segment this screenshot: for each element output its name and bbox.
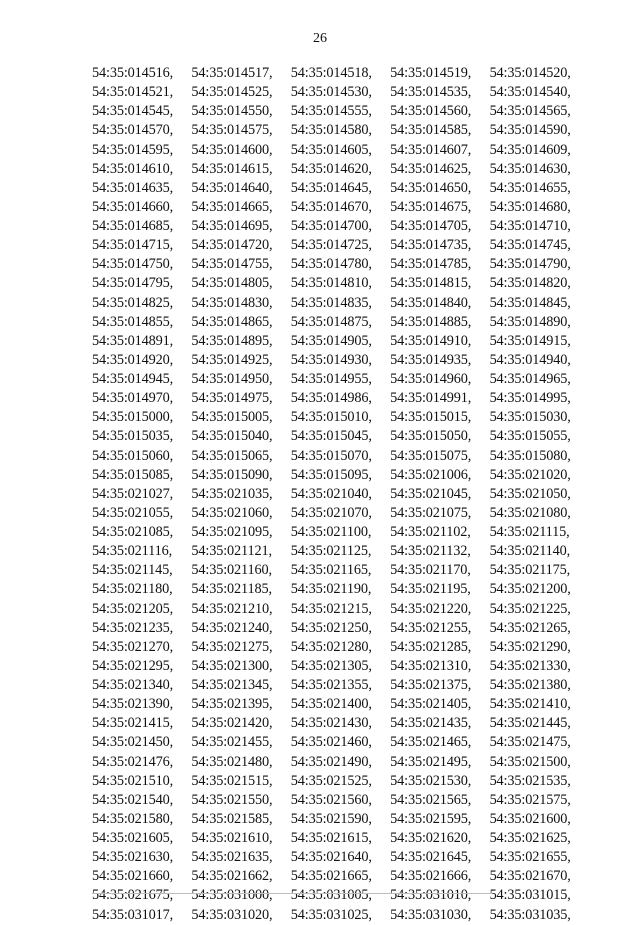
cadastral-number: 54:35:015010,	[290, 409, 372, 426]
cadastral-number: 54:35:014610,	[92, 160, 174, 177]
list-row	[92, 772, 592, 791]
cadastral-number: 54:35:014685,	[92, 218, 174, 235]
cadastral-number: 54:35:014720,	[191, 237, 273, 254]
cadastral-number: 54:35:014825,	[92, 294, 174, 311]
scan-edge-line	[92, 893, 492, 894]
list-row	[92, 714, 592, 733]
cadastral-number: 54:35:014780,	[290, 256, 372, 273]
cadastral-number: 54:35:021610,	[191, 830, 273, 847]
cadastral-number: 54:35:014695,	[191, 218, 273, 235]
cadastral-number: 54:35:021170,	[390, 562, 471, 579]
list-row	[92, 619, 592, 638]
cadastral-number: 54:35:014670,	[290, 198, 372, 215]
cadastral-number: 54:35:031015,	[489, 887, 571, 904]
cadastral-number: 54:35:021295,	[92, 657, 174, 674]
cadastral-number: 54:35:014655,	[489, 179, 571, 196]
list-row	[92, 351, 592, 370]
cadastral-number: 54:35:021225,	[489, 600, 571, 617]
cadastral-number: 54:35:015055,	[489, 428, 571, 445]
cadastral-number: 54:35:015085,	[92, 466, 174, 483]
cadastral-number: 54:35:021480,	[191, 753, 273, 770]
list-row	[92, 580, 592, 599]
cadastral-number: 54:35:014620,	[290, 160, 372, 177]
cadastral-number: 54:35:021585,	[191, 810, 273, 827]
cadastral-number: 54:35:021530,	[390, 772, 472, 789]
cadastral-number: 54:35:014970,	[92, 390, 174, 407]
list-row	[92, 810, 592, 829]
list-row	[92, 294, 592, 313]
cadastral-number: 54:35:021240,	[191, 619, 273, 636]
cadastral-number: 54:35:014525,	[191, 84, 273, 101]
cadastral-number: 54:35:021280,	[290, 638, 372, 655]
cadastral-number: 54:35:021140,	[489, 543, 571, 560]
cadastral-number: 54:35:021615,	[290, 830, 372, 847]
list-row	[92, 255, 592, 274]
cadastral-number: 54:35:021300,	[191, 657, 273, 674]
cadastral-number: 54:35:015035,	[92, 428, 174, 445]
cadastral-number: 54:35:021145,	[92, 562, 173, 579]
list-row	[92, 561, 592, 580]
cadastral-number: 54:35:015060,	[92, 447, 174, 464]
cadastral-number: 54:35:014521,	[92, 84, 174, 101]
cadastral-number: 54:35:014891,	[92, 332, 174, 349]
cadastral-number: 54:35:014915,	[489, 332, 571, 349]
cadastral-number: 54:35:021080,	[489, 504, 571, 521]
cadastral-number: 54:35:021420,	[191, 715, 273, 732]
cadastral-number: 54:35:021116,	[92, 543, 172, 560]
cadastral-number: 54:35:021665,	[290, 868, 372, 885]
cadastral-number: 54:35:014910,	[390, 332, 472, 349]
cadastral-number: 54:35:021390,	[92, 696, 174, 713]
cadastral-number: 54:35:021395,	[191, 696, 273, 713]
cadastral-number: 54:35:021635,	[191, 849, 273, 866]
list-row	[92, 102, 592, 121]
list-row	[92, 886, 592, 905]
cadastral-number: 54:35:021020,	[489, 466, 571, 483]
cadastral-number: 54:35:014615,	[191, 160, 273, 177]
cadastral-number: 54:35:015050,	[390, 428, 472, 445]
cadastral-number: 54:35:021375,	[390, 677, 472, 694]
cadastral-number: 54:35:014700,	[290, 218, 372, 235]
cadastral-number: 54:35:015045,	[290, 428, 372, 445]
list-row	[92, 236, 592, 255]
cadastral-number: 54:35:014600,	[191, 141, 273, 158]
cadastral-number: 54:35:014645,	[290, 179, 372, 196]
cadastral-number: 54:35:021590,	[290, 810, 372, 827]
cadastral-number: 54:35:021310,	[390, 657, 472, 674]
cadastral-number: 54:35:021662,	[191, 868, 273, 885]
cadastral-number: 54:35:021102,	[390, 524, 471, 541]
cadastral-number: 54:35:021075,	[390, 504, 472, 521]
cadastral-number: 54:35:015015,	[390, 409, 472, 426]
cadastral-number: 54:35:015065,	[191, 447, 273, 464]
cadastral-number: 54:35:014855,	[92, 313, 174, 330]
cadastral-number: 54:35:014920,	[92, 351, 174, 368]
cadastral-number: 54:35:014955,	[290, 371, 372, 388]
cadastral-number: 54:35:014815,	[390, 275, 472, 292]
list-row	[92, 408, 592, 427]
list-row	[92, 160, 592, 179]
cadastral-number: 54:35:015070,	[290, 447, 372, 464]
list-row	[92, 83, 592, 102]
cadastral-number: 54:35:014885,	[390, 313, 472, 330]
list-row	[92, 542, 592, 561]
cadastral-number: 54:35:014580,	[290, 122, 372, 139]
list-row	[92, 733, 592, 752]
cadastral-number: 54:35:014810,	[290, 275, 372, 292]
cadastral-number: 54:35:014890,	[489, 313, 571, 330]
cadastral-number: 54:35:014975,	[191, 390, 273, 407]
cadastral-number: 54:35:014595,	[92, 141, 174, 158]
list-row	[92, 638, 592, 657]
list-row	[92, 427, 592, 446]
cadastral-number: 54:35:014940,	[489, 351, 571, 368]
cadastral-number: 54:35:021205,	[92, 600, 174, 617]
cadastral-number: 54:35:021006,	[390, 466, 472, 483]
cadastral-number: 54:35:021045,	[390, 485, 472, 502]
cadastral-number: 54:35:021495,	[390, 753, 472, 770]
cadastral-number: 54:35:014640,	[191, 179, 273, 196]
cadastral-number: 54:35:014845,	[489, 294, 571, 311]
cadastral-number: 54:35:021235,	[92, 619, 174, 636]
cadastral-number: 54:35:014820,	[489, 275, 571, 292]
cadastral-number: 54:35:014565,	[489, 103, 571, 120]
cadastral-number: 54:35:021630,	[92, 849, 174, 866]
cadastral-number: 54:35:021200,	[489, 581, 571, 598]
cadastral-number: 54:35:014609,	[489, 141, 571, 158]
list-row	[92, 829, 592, 848]
cadastral-number: 54:35:021121,	[191, 543, 272, 560]
cadastral-number: 54:35:021450,	[92, 734, 174, 751]
cadastral-number: 54:35:021055,	[92, 504, 174, 521]
cadastral-number: 54:35:021640,	[290, 849, 372, 866]
cadastral-number: 54:35:014991,	[390, 390, 472, 407]
list-row	[92, 523, 592, 542]
cadastral-number: 54:35:014630,	[489, 160, 571, 177]
cadastral-number: 54:35:014665,	[191, 198, 273, 215]
list-row	[92, 753, 592, 772]
cadastral-number: 54:35:021132,	[390, 543, 471, 560]
list-row	[92, 600, 592, 619]
cadastral-number: 54:35:014650,	[390, 179, 472, 196]
list-row	[92, 121, 592, 140]
cadastral-number: 54:35:021540,	[92, 791, 174, 808]
cadastral-number: 54:35:031035,	[489, 906, 571, 923]
cadastral-number: 54:35:014607,	[390, 141, 472, 158]
cadastral-number: 54:35:014735,	[390, 237, 472, 254]
cadastral-number: 54:35:014715,	[92, 237, 174, 254]
list-row	[92, 867, 592, 886]
cadastral-number: 54:35:021050,	[489, 485, 571, 502]
list-row	[92, 141, 592, 160]
cadastral-number: 54:35:015030,	[489, 409, 571, 426]
cadastral-number: 54:35:014530,	[290, 84, 372, 101]
cadastral-number: 54:35:031020,	[191, 906, 273, 923]
cadastral-number: 54:35:014605,	[290, 141, 372, 158]
cadastral-number: 54:35:015095,	[290, 466, 372, 483]
cadastral-number: 54:35:014660,	[92, 198, 174, 215]
cadastral-number: 54:35:014905,	[290, 332, 372, 349]
list-row	[92, 657, 592, 676]
cadastral-number: 54:35:021535,	[489, 772, 571, 789]
cadastral-number: 54:35:021255,	[390, 619, 472, 636]
cadastral-number: 54:35:014555,	[290, 103, 372, 120]
cadastral-number: 54:35:021195,	[390, 581, 471, 598]
cadastral-number: 54:35:021575,	[489, 791, 571, 808]
list-row	[92, 848, 592, 867]
list-row	[92, 447, 592, 466]
list-row	[92, 64, 592, 83]
cadastral-number: 54:35:021655,	[489, 849, 571, 866]
cadastral-number: 54:35:021345,	[191, 677, 273, 694]
cadastral-number: 54:35:021165,	[290, 562, 372, 579]
cadastral-number: 54:35:014540,	[489, 84, 571, 101]
list-row	[92, 179, 592, 198]
cadastral-number: 54:35:021445,	[489, 715, 571, 732]
cadastral-number: 54:35:014570,	[92, 122, 174, 139]
cadastral-number: 54:35:021455,	[191, 734, 273, 751]
cadastral-number: 54:35:021285,	[390, 638, 472, 655]
cadastral-number: 54:35:014750,	[92, 256, 174, 273]
cadastral-number: 54:35:021070,	[290, 504, 372, 521]
cadastral-number: 54:35:021250,	[290, 619, 372, 636]
cadastral-number: 54:35:021670,	[489, 868, 571, 885]
cadastral-number: 54:35:021215,	[290, 600, 372, 617]
cadastral-number: 54:35:021645,	[390, 849, 472, 866]
cadastral-number: 54:35:014995,	[489, 390, 571, 407]
cadastral-number: 54:35:014805,	[191, 275, 273, 292]
cadastral-number: 54:35:021675,	[92, 887, 174, 904]
cadastral-number: 54:35:015040,	[191, 428, 273, 445]
cadastral-number: 54:35:014545,	[92, 103, 174, 120]
cadastral-number: 54:35:021095,	[191, 524, 273, 541]
cadastral-number: 54:35:031005,	[290, 887, 372, 904]
cadastral-number: 54:35:021125,	[290, 543, 372, 560]
cadastral-number: 54:35:014550,	[191, 103, 273, 120]
cadastral-number: 54:35:021270,	[92, 638, 174, 655]
cadastral-number: 54:35:021210,	[191, 600, 273, 617]
cadastral-number: 54:35:021565,	[390, 791, 472, 808]
cadastral-number: 54:35:014575,	[191, 122, 273, 139]
list-row	[92, 791, 592, 810]
cadastral-number: 54:35:021160,	[191, 562, 272, 579]
cadastral-number: 54:35:031017,	[92, 906, 174, 923]
list-row	[92, 906, 592, 925]
cadastral-number: 54:35:014745,	[489, 237, 571, 254]
cadastral-number: 54:35:014840,	[390, 294, 472, 311]
list-row	[92, 466, 592, 485]
cadastral-number: 54:35:014635,	[92, 179, 174, 196]
cadastral-number: 54:35:021035,	[191, 485, 273, 502]
cadastral-number: 54:35:021410,	[489, 696, 571, 713]
cadastral-number: 54:35:021515,	[191, 772, 273, 789]
cadastral-number: 54:35:021620,	[390, 830, 472, 847]
cadastral-number: 54:35:014965,	[489, 371, 571, 388]
cadastral-number: 54:35:014675,	[390, 198, 472, 215]
cadastral-number: 54:35:021085,	[92, 524, 174, 541]
cadastral-number: 54:35:021625,	[489, 830, 571, 847]
cadastral-number: 54:35:021185,	[191, 581, 272, 598]
cadastral-number: 54:35:021220,	[390, 600, 472, 617]
cadastral-number: 54:35:021550,	[191, 791, 273, 808]
cadastral-number: 54:35:014895,	[191, 332, 273, 349]
list-row	[92, 217, 592, 236]
cadastral-number: 54:35:021490,	[290, 753, 372, 770]
cadastral-number: 54:35:014950,	[191, 371, 273, 388]
page-number: 26	[313, 31, 327, 46]
cadastral-number: 54:35:031025,	[290, 906, 372, 923]
cadastral-number: 54:35:015000,	[92, 409, 174, 426]
cadastral-number: 54:35:021290,	[489, 638, 571, 655]
cadastral-number: 54:35:014790,	[489, 256, 571, 273]
cadastral-number: 54:35:014835,	[290, 294, 372, 311]
cadastral-number: 54:35:021460,	[290, 734, 372, 751]
cadastral-number: 54:35:021465,	[390, 734, 472, 751]
cadastral-number: 54:35:014625,	[390, 160, 472, 177]
cadastral-number: 54:35:014590,	[489, 122, 571, 139]
cadastral-number: 54:35:021500,	[489, 753, 571, 770]
cadastral-number: 54:35:014830,	[191, 294, 273, 311]
cadastral-number: 54:35:021340,	[92, 677, 174, 694]
cadastral-number: 54:35:015005,	[191, 409, 273, 426]
list-row	[92, 370, 592, 389]
cadastral-number: 54:35:031010,	[390, 887, 472, 904]
cadastral-number: 54:35:021475,	[489, 734, 571, 751]
cadastral-number: 54:35:014930,	[290, 351, 372, 368]
cadastral-number: 54:35:021330,	[489, 657, 571, 674]
cadastral-number: 54:35:021060,	[191, 504, 273, 521]
cadastral-number: 54:35:021525,	[290, 772, 372, 789]
cadastral-number: 54:35:014960,	[390, 371, 472, 388]
list-row	[92, 504, 592, 523]
cadastral-number: 54:35:021605,	[92, 830, 174, 847]
cadastral-number: 54:35:014935,	[390, 351, 472, 368]
cadastral-number: 54:35:014785,	[390, 256, 472, 273]
cadastral-number: 54:35:021180,	[92, 581, 173, 598]
cadastral-number: 54:35:021600,	[489, 810, 571, 827]
cadastral-number: 54:35:021510,	[92, 772, 174, 789]
cadastral-number: 54:35:014520,	[489, 65, 571, 82]
cadastral-number: 54:35:021660,	[92, 868, 174, 885]
cadastral-number: 54:35:014986,	[290, 390, 372, 407]
cadastral-number: 54:35:014725,	[290, 237, 372, 254]
cadastral-number: 54:35:014710,	[489, 218, 571, 235]
list-row	[92, 676, 592, 695]
cadastral-number: 54:35:014585,	[390, 122, 472, 139]
cadastral-number: 54:35:014680,	[489, 198, 571, 215]
cadastral-number: 54:35:014705,	[390, 218, 472, 235]
cadastral-number: 54:35:021595,	[390, 810, 472, 827]
cadastral-number: 54:35:014560,	[390, 103, 472, 120]
cadastral-number: 54:35:015075,	[390, 447, 472, 464]
cadastral-number: 54:35:015080,	[489, 447, 571, 464]
list-row	[92, 389, 592, 408]
cadastral-number: 54:35:014518,	[290, 65, 372, 82]
cadastral-number: 54:35:031000,	[191, 887, 273, 904]
cadastral-number: 54:35:021040,	[290, 485, 372, 502]
cadastral-number: 54:35:014535,	[390, 84, 472, 101]
cadastral-number: 54:35:021190,	[290, 581, 372, 598]
cadastral-number: 54:35:021430,	[290, 715, 372, 732]
cadastral-number: 54:35:021405,	[390, 696, 472, 713]
cadastral-number: 54:35:021380,	[489, 677, 571, 694]
list-row	[92, 313, 592, 332]
list-row	[92, 485, 592, 504]
cadastral-number: 54:35:021175,	[489, 562, 571, 579]
cadastral-number: 54:35:014795,	[92, 275, 174, 292]
cadastral-number: 54:35:021275,	[191, 638, 273, 655]
cadastral-number: 54:35:021355,	[290, 677, 372, 694]
list-row	[92, 274, 592, 293]
cadastral-number: 54:35:021435,	[390, 715, 472, 732]
cadastral-number: 54:35:014755,	[191, 256, 273, 273]
cadastral-number-list	[92, 64, 592, 925]
cadastral-number: 54:35:014945,	[92, 371, 174, 388]
cadastral-number: 54:35:021027,	[92, 485, 174, 502]
cadastral-number: 54:35:015090,	[191, 466, 273, 483]
cadastral-number: 54:35:031030,	[390, 906, 472, 923]
list-row	[92, 332, 592, 351]
cadastral-number: 54:35:021560,	[290, 791, 372, 808]
cadastral-number: 54:35:021415,	[92, 715, 174, 732]
cadastral-number: 54:35:014516,	[92, 65, 174, 82]
cadastral-number: 54:35:014865,	[191, 313, 273, 330]
list-row	[92, 198, 592, 217]
cadastral-number: 54:35:021666,	[390, 868, 472, 885]
cadastral-number: 54:35:014517,	[191, 65, 273, 82]
cadastral-number: 54:35:014875,	[290, 313, 372, 330]
cadastral-number: 54:35:021580,	[92, 810, 174, 827]
cadastral-number: 54:35:021265,	[489, 619, 571, 636]
cadastral-number: 54:35:021115,	[489, 524, 570, 541]
cadastral-number: 54:35:014519,	[390, 65, 472, 82]
cadastral-number: 54:35:021476,	[92, 753, 174, 770]
cadastral-number: 54:35:014925,	[191, 351, 273, 368]
list-row	[92, 695, 592, 714]
cadastral-number: 54:35:021100,	[290, 524, 372, 541]
cadastral-number: 54:35:021305,	[290, 657, 372, 674]
cadastral-number: 54:35:021400,	[290, 696, 372, 713]
